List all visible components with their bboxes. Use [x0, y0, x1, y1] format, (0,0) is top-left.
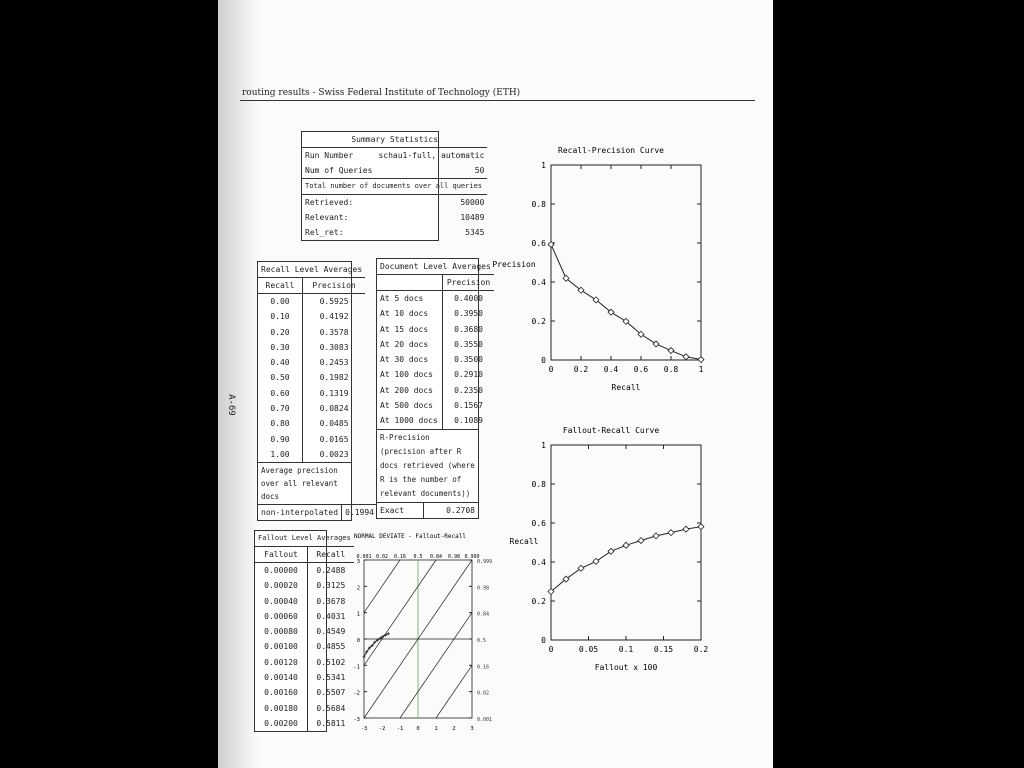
x-tick-label: 0.4 — [603, 365, 619, 374]
y-axis-label: Recall — [509, 537, 539, 546]
chart-title: NORMAL DEVIATE - Fallout-Recall — [354, 533, 466, 540]
table-row — [255, 716, 354, 731]
row-value: 0.5102 — [308, 655, 354, 670]
row-label: 0.00020 — [264, 581, 298, 591]
y-tick-label: 0.4 — [531, 558, 546, 567]
y-tick-label: 0.2 — [531, 317, 546, 326]
data-point — [608, 548, 614, 554]
right-tick-label: 0.5 — [477, 638, 487, 644]
table-row: Retrieved: 50000 — [302, 195, 487, 211]
row-value: 0.5507 — [308, 685, 354, 700]
page-number: A-69 — [225, 394, 236, 416]
table-row — [258, 416, 365, 431]
table-row — [258, 447, 365, 462]
noninterp-label: non-interpolated — [261, 508, 339, 518]
table-row — [255, 701, 354, 716]
document-level-averages-table — [376, 258, 491, 519]
table-row — [255, 655, 354, 670]
y-tick-label: -3 — [353, 717, 360, 723]
row-value: 0.5684 — [308, 701, 354, 716]
table-row: Num of Queries 50 — [305, 166, 485, 175]
series-line — [364, 634, 388, 657]
table-row — [258, 401, 365, 416]
exact-value: 0.2708 — [424, 502, 478, 518]
y-tick-label: 0 — [541, 636, 546, 645]
row-value: 0.3125 — [308, 578, 354, 593]
row-label: At 20 docs — [380, 339, 429, 349]
data-point — [683, 354, 689, 360]
top-tick-label: 0.02 — [375, 554, 389, 560]
row-label: 0.90 — [270, 434, 290, 444]
table-row — [377, 367, 494, 382]
row-value: 0.0824 — [302, 401, 365, 416]
right-tick-label: 0.84 — [477, 611, 490, 618]
data-point — [698, 524, 704, 530]
x-tick-label: 0 — [548, 645, 554, 654]
y-tick-label: 1 — [541, 161, 546, 170]
table-row — [255, 670, 354, 685]
data-point — [638, 538, 644, 544]
row-value: 0.1982 — [302, 370, 365, 385]
y-tick-label: 1 — [356, 611, 360, 618]
row-label: 0.00140 — [264, 673, 298, 683]
row-value: 0.3678 — [308, 594, 354, 609]
row-value: 0.3083 — [302, 340, 365, 355]
y-axis-label: Precision — [492, 260, 536, 269]
row-label: 0.00000 — [264, 566, 298, 575]
recall-precision-chart — [492, 140, 718, 400]
x-tick-label: -1 — [396, 726, 404, 732]
col-precision: Precision — [443, 275, 494, 291]
top-tick-label: 0.5 — [413, 554, 423, 560]
data-point — [623, 542, 629, 548]
data-point — [593, 558, 599, 564]
row-label: 0.20 — [270, 327, 290, 337]
table-row — [377, 306, 494, 321]
x-tick-label: 0.2 — [573, 365, 589, 374]
row-value: 0.4192 — [302, 309, 365, 324]
table-row — [377, 413, 494, 428]
y-tick-label: 0.2 — [531, 597, 546, 606]
right-tick-label: 0.999 — [477, 559, 493, 565]
right-tick-label: 0.02 — [477, 690, 490, 697]
row-label: At 500 docs — [380, 401, 433, 411]
diagonal-line — [364, 560, 436, 665]
row-label: At 5 docs — [380, 294, 424, 303]
row-value: 0.3550 — [443, 337, 494, 352]
row-value: 0.5811 — [308, 716, 354, 731]
row-value: 0.4000 — [443, 291, 494, 307]
table-row — [258, 355, 365, 370]
row-label: 1.00 — [270, 449, 290, 459]
row-label: At 1000 docs — [380, 416, 438, 426]
table-row — [255, 685, 354, 700]
row-value: 0.3500 — [443, 352, 494, 367]
summary-title: Summary Statistics — [351, 135, 439, 144]
table-row — [377, 383, 494, 398]
row-value: 0.4031 — [308, 609, 354, 624]
col-precision: Precision — [302, 278, 365, 294]
scan-shadow — [218, 0, 258, 768]
right-tick-label: 0.98 — [477, 585, 490, 592]
series-line — [551, 244, 701, 359]
top-tick-label: 0.98 — [447, 554, 461, 560]
table-row: Run Number schau1-full, automatic — [302, 148, 487, 164]
row-label: 0.00100 — [264, 642, 298, 652]
row-label: 0.00040 — [264, 596, 298, 606]
col-recall: Recall — [308, 547, 354, 563]
y-tick-label: 0 — [356, 638, 360, 644]
row-value: 0.3950 — [443, 306, 494, 321]
table-row — [258, 432, 365, 447]
row-value: 0.0485 — [302, 416, 365, 431]
row-value: 0.2910 — [443, 367, 494, 382]
exact-label: Exact — [380, 505, 405, 515]
row-value: 0.5925 — [302, 294, 365, 310]
y-tick-label: 0.6 — [531, 239, 546, 248]
x-tick-label: 0 — [548, 365, 554, 374]
x-tick-label: 2 — [452, 726, 456, 732]
y-tick-label: 0.4 — [531, 278, 546, 287]
x-tick-label: -2 — [378, 726, 386, 732]
row-label: At 15 docs — [380, 324, 429, 334]
row-label: 0.30 — [270, 342, 290, 352]
data-point — [548, 241, 554, 247]
row-value: 0.2350 — [443, 383, 494, 398]
top-tick-label: 0.84 — [429, 554, 443, 560]
table-row — [258, 386, 365, 401]
table-row — [258, 309, 365, 324]
series-line — [551, 527, 701, 592]
table-row — [377, 322, 494, 337]
x-axis-label: Recall — [611, 383, 641, 392]
x-tick-label: 0.15 — [653, 645, 674, 654]
row-value: 0.2488 — [308, 563, 354, 579]
x-tick-label: 1 — [698, 365, 704, 374]
diagonal-line — [400, 613, 472, 718]
row-value: 0.1567 — [443, 398, 494, 413]
right-tick-label: 0.16 — [477, 664, 490, 671]
table-row — [377, 337, 494, 352]
y-tick-label: 0.8 — [531, 480, 546, 489]
x-tick-label: 0.8 — [663, 365, 679, 374]
summary-statistics-table — [301, 131, 485, 241]
top-tick-label: 0.999 — [464, 554, 480, 560]
col-fallout: Fallout — [264, 550, 298, 559]
row-label: 0.00180 — [264, 703, 298, 713]
document-page — [218, 0, 773, 768]
chart-title: Recall-Precision Curve — [558, 146, 664, 155]
x-tick-label: -3 — [360, 726, 368, 732]
y-tick-label: -1 — [353, 664, 360, 671]
header-rule — [240, 100, 755, 101]
fallout-level-averages-table — [254, 530, 351, 732]
data-point — [683, 526, 689, 532]
page-header: routing results - Swiss Federal Institute of Technology (ETH) — [242, 88, 521, 98]
row-label: 0.70 — [270, 404, 290, 414]
row-value: 0.3578 — [302, 325, 365, 340]
row-label: 0.00080 — [264, 627, 298, 637]
fallout-recall-chart — [498, 420, 718, 680]
row-label: At 100 docs — [380, 370, 433, 380]
row-label: 0.60 — [270, 388, 290, 398]
table-row — [258, 370, 365, 385]
row-label: At 10 docs — [380, 309, 429, 319]
y-tick-label: 3 — [356, 559, 360, 565]
row-value: 0.3680 — [443, 322, 494, 337]
table-row — [377, 291, 494, 307]
recall-levels-title: Recall Level Averages — [261, 265, 363, 274]
x-tick-label: 1 — [434, 726, 438, 732]
table-row — [258, 294, 365, 310]
data-point — [653, 533, 659, 539]
table-row: Relevant: 10489 — [305, 213, 485, 222]
row-value: 0.0165 — [302, 432, 365, 447]
y-tick-label: -2 — [353, 690, 360, 697]
data-point — [653, 341, 659, 347]
row-value: 0.4855 — [308, 639, 354, 654]
row-value: 0.1089 — [443, 413, 494, 428]
row-label: 0.00120 — [264, 657, 298, 667]
avg-precision-label: Average precision over all relevant docs — [258, 462, 351, 504]
top-tick-label: 0.16 — [393, 554, 407, 560]
row-label: 0.00 — [270, 297, 290, 306]
y-tick-label: 0 — [541, 356, 546, 365]
row-value: 0.1319 — [302, 386, 365, 401]
recall-level-averages-table — [257, 261, 374, 521]
table-row: Rel_ret: 5345 — [305, 228, 485, 237]
table-row — [377, 398, 494, 413]
data-point — [668, 530, 674, 536]
y-tick-label: 1 — [541, 441, 546, 450]
data-point — [668, 348, 674, 354]
x-tick-label: 3 — [470, 726, 474, 732]
noninterp-value: 0.1994 — [342, 505, 377, 521]
chart-title: Fallout-Recall Curve — [562, 426, 660, 435]
summary-total-label: Total number of documents over all queries — [305, 182, 483, 190]
x-tick-label: 0.2 — [693, 645, 709, 654]
x-tick-label: 0.05 — [578, 645, 599, 654]
y-tick-label: 0.6 — [531, 519, 546, 528]
row-label: 0.80 — [270, 419, 290, 429]
x-tick-label: 0.1 — [618, 645, 634, 654]
row-value: 0.2453 — [302, 355, 365, 370]
data-point — [698, 357, 704, 363]
row-value: 0.0023 — [302, 447, 365, 462]
table-row — [255, 563, 354, 579]
table-row — [258, 340, 365, 355]
top-tick-label: 0.001 — [356, 554, 372, 560]
document-levels-title: Document Level Averages — [380, 262, 491, 271]
table-row — [255, 624, 354, 639]
table-row — [255, 578, 354, 593]
table-row — [255, 639, 354, 654]
y-tick-label: 2 — [356, 585, 360, 592]
row-label: At 200 docs — [380, 385, 433, 395]
table-row — [377, 352, 494, 367]
fallout-levels-title: Fallout Level Averages — [258, 534, 351, 542]
x-axis-label: Fallout x 100 — [594, 663, 658, 672]
table-row — [255, 594, 354, 609]
diagonal-line — [436, 665, 472, 718]
table-row — [255, 609, 354, 624]
col-recall: Recall — [265, 281, 295, 290]
right-tick-label: 0.001 — [477, 717, 493, 723]
row-label: 0.00200 — [264, 718, 298, 728]
row-label: 0.50 — [270, 373, 290, 383]
row-value: 0.4549 — [308, 624, 354, 639]
row-label: 0.00060 — [264, 611, 298, 621]
table-row — [258, 325, 365, 340]
diagonal-line — [364, 560, 400, 613]
normal-deviate-chart — [348, 528, 508, 740]
rprecision-label: R-Precision (precision after R docs retrieved (where R is the number of relevant documents)) — [377, 429, 478, 502]
y-tick-label: 0.8 — [531, 200, 546, 209]
plot-frame — [551, 165, 701, 360]
x-tick-label: 0 — [416, 726, 420, 732]
row-label: 0.00160 — [264, 688, 298, 698]
row-value: 0.5341 — [308, 670, 354, 685]
row-label: 0.10 — [270, 312, 290, 322]
row-label: At 30 docs — [380, 355, 429, 365]
x-tick-label: 0.6 — [633, 365, 649, 374]
row-label: 0.40 — [270, 358, 290, 368]
